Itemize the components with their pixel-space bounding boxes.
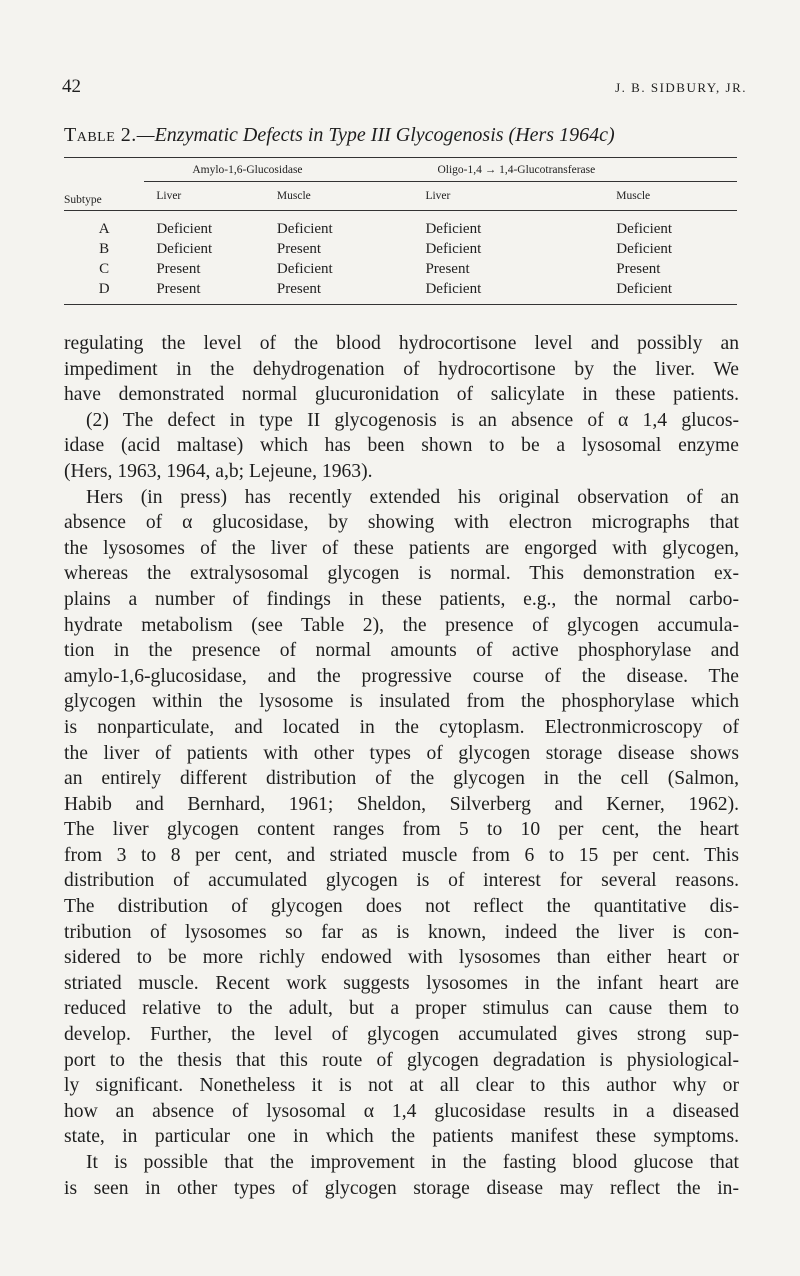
- table-cell: Deficient: [616, 220, 673, 237]
- table-cell: Present: [425, 260, 470, 277]
- text-line: how an absence of lysosomal α 1,4 glucosidase results in a diseased: [64, 1100, 739, 1122]
- table-cell: Present: [276, 240, 322, 257]
- table-cell: Deficient: [276, 260, 333, 277]
- running-head: J. B. SIDBURY, JR.: [615, 80, 747, 95]
- table-cell: Deficient: [425, 240, 482, 257]
- text-line: idase (acid maltase) which has been shown to be a lysosomal enzyme: [64, 435, 739, 457]
- text-line: have demonstrated normal glucuronidation of salicylate in these patients.: [64, 384, 739, 406]
- table-cell: Deficient: [156, 220, 213, 237]
- text-line: Habib and Bernhard, 1961; Sheldon, Silverberg and Kerner, 1962).: [64, 793, 739, 815]
- table-label: Table 2.: [64, 124, 137, 146]
- text-line: (Hers, 1963, 1964, a,b; Lejeune, 1963).: [64, 460, 373, 482]
- table-row: [64, 279, 737, 305]
- table-cell: Deficient: [425, 280, 482, 297]
- text-line: sidered to be more richly endowed with lysosomes than either heart or: [64, 947, 739, 969]
- table-cell: C: [99, 260, 110, 277]
- text-line: ly significant. Nonetheless it is not at all clear to this author why or: [64, 1075, 739, 1097]
- text-line: tion in the presence of normal amounts of active phosphorylase and: [64, 640, 739, 662]
- table-cell: D: [98, 280, 110, 297]
- text-line: striated muscle. Recent work suggests lysosomes in the infant heart are: [64, 972, 739, 994]
- text-line: impediment in the dehydrogenation of hydrocortisone by the liver. We: [64, 358, 739, 380]
- group-header-amylo: Amylo-1,6-Glucosidase: [192, 163, 303, 176]
- col-header-muscle-1: Muscle: [277, 182, 398, 211]
- table-row: [64, 259, 737, 279]
- table-caption: [64, 124, 754, 147]
- col-header-muscle-2: Muscle: [586, 182, 737, 211]
- text-line: glycogen within the lysosome is insulated from the phosphorylase which: [64, 691, 739, 713]
- text-line: The distribution of glycogen does not reflect the quantitative dis-: [64, 896, 739, 918]
- col-header-liver-1: Liver: [144, 182, 277, 211]
- text-line: regulating the level of the blood hydrocortisone level and possibly an: [64, 333, 739, 354]
- table-cell: Deficient: [616, 240, 673, 257]
- text-line: reduced relative to the adult, but a proper stimulus can cause them to: [64, 998, 739, 1020]
- text-line: tribution of lysosomes so far as is known, indeed the liver is con-: [64, 921, 739, 943]
- table-cell: Present: [156, 260, 201, 277]
- table-cell: Deficient: [616, 280, 673, 297]
- text-line: develop. Further, the level of glycogen accumulated gives strong sup-: [64, 1024, 739, 1046]
- table-cell: Deficient: [425, 220, 482, 237]
- table-cell: Deficient: [156, 240, 213, 257]
- table-cell: B: [99, 240, 110, 257]
- table-title: —Enzymatic Defects in Type III Glycogenosis (Hers 1964c): [136, 124, 615, 146]
- table-row: [64, 211, 737, 240]
- text-line: port to the thesis that this route of glycogen degradation is physiological-: [64, 1049, 739, 1071]
- text-line: The liver glycogen content ranges from 5 to 10 per cent, the heart: [64, 819, 739, 841]
- text-line: is seen in other types of glycogen storage disease may reflect the in-: [64, 1177, 739, 1199]
- text-line: whereas the extralysosomal glycogen is normal. This demonstration ex-: [64, 563, 739, 585]
- text-line: the lysosomes of the liver of these patients are engorged with glycogen,: [64, 537, 739, 559]
- table-cell: Deficient: [276, 220, 333, 237]
- text-line: absence of α glucosidase, by showing with electron micrographs that: [64, 512, 739, 534]
- text-line: plains a number of findings in these patients, e.g., the normal carbo-: [64, 588, 739, 610]
- group-header-oligo: Oligo-1,4 → 1,4-Glucotransferase: [437, 163, 596, 176]
- text-line: state, in particular one in which the patients manifest these symptoms.: [64, 1126, 739, 1148]
- text-line: hydrate metabolism (see Table 2), the presence of glycogen accumula-: [64, 614, 739, 636]
- text-line: the liver of patients with other types of glycogen storage disease shows: [64, 742, 739, 764]
- text-line: an entirely different distribution of the glycogen in the cell (Salmon,: [64, 768, 739, 790]
- col-header-liver-2: Liver: [397, 182, 586, 211]
- table-cell: Present: [156, 280, 201, 297]
- page-header: [62, 76, 747, 106]
- text-line: from 3 to 8 per cent, and striated muscle from 6 to 15 per cent. This: [64, 844, 739, 866]
- enzymatic-defects-table: [64, 157, 737, 305]
- text-line: is nonparticulate, and located in the cytoplasm. Electronmicroscopy of: [64, 716, 739, 738]
- text-line: amylo-1,6-glucosidase, and the progressive course of the disease. The: [64, 665, 739, 687]
- text-line: distribution of accumulated glycogen is of interest for several reasons.: [64, 870, 739, 892]
- body-text: [64, 331, 739, 1201]
- page-number: 42: [62, 76, 81, 97]
- table-cell: Present: [616, 260, 661, 277]
- table-cell: Present: [276, 280, 322, 297]
- text-line: Hers (in press) has recently extended his original observation of an: [86, 486, 739, 508]
- table-row: [64, 239, 737, 259]
- text-line: It is possible that the improvement in the fasting blood glucose that: [86, 1152, 739, 1173]
- subtype-header: Subtype: [64, 194, 102, 206]
- table-cell: A: [98, 220, 110, 237]
- text-line: (2) The defect in type II glycogenosis is an absence of α 1,4 glucos-: [86, 409, 739, 431]
